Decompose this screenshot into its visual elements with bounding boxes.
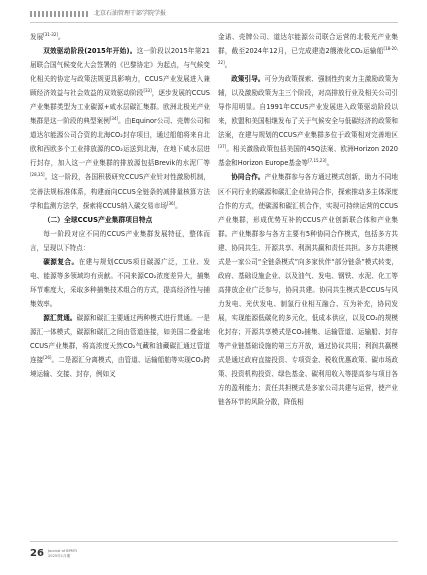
left-column [30,30,210,381]
page-number: 26 [30,548,44,559]
header-divider [30,22,398,23]
header-decoration [30,11,90,17]
footer-divider [30,541,398,542]
paragraph-heading: 碳源复合。 [43,257,79,266]
paragraph: 双效驱动阶段(2015年开始)。这一阶段以2015年第21届联合国气候变化大会签署的《巴黎协定》为起点，与气候变化相关的协定与政策法规更具影响力，CCUS产业发展进入兼顾经济效益与社会效益的双效驱动阶段[33]，逐步发展的CCUS产业集群类型为工业碳源+咸水层碳汇集群。欧洲北极光产业集群是这一阶段的典型案例[34]。由Equinor公司、壳牌公司和道达尔能源公司合资的北海CO₂封存项目，通过船舶将来自北欧和西欧多个工业排放源的CO₂运送到北海，在地下咸水层进行封存，加入这一产业集群的排放源包括Brevik的水泥厂等[28,35]。这一阶段，各国积极研究CCUS产业针对性激励机制，完善法规标准体系，构建面向CCUS全链条的减排量核算方法学和监测方法学，探索将CCUS纳入碳交易市场[36]。 [30,47,210,210]
paragraph: 源汇贯通。碳源和碳汇主要通过两种模式进行贯通。一是源汇一体模式，碳源和碳汇之间由管道连接，如美国二叠盆地CCUS产业集群，将高浓度天然CO₂气藏和油藏碳汇通过管道连接[26]。二是源汇分离模式，由管道、运输船舶等实现CO₂跨境运输、交接、封存，例如叉 [30,313,211,379]
journal-title: 北京石油管理干部学院学报 [94,10,167,17]
paragraph-heading: 双效驱动阶段(2015年开始)。 [43,47,137,56]
journal-info: Journal of BPMTI 2025年1月期 [48,549,78,558]
paragraph: 每一阶段对应不同的CCUS产业集群发展特征，整体而言，呈现以下特点： [30,229,210,252]
paragraph: 发展[31-32]。 [30,31,65,41]
right-column [218,30,398,409]
paragraph: 协同合作。产业集群参与各方通过模式创新，助力不同地区不同行业的碳源和碳汇企业协同合作，探索推动多主体深度合作的方式，使碳源和碳汇机合作，实现可持续运营的CCUS产业集群，形成优势互补的CCUS产业创新联合体和产业集群。产业集群参与各方主要有5种协同合作模式，包括多方共建、协同共生、开源共享、利润共赢和责任共担。多方共建模式是一家公司“全链条模式”向多家伙伴“部分链条”模式转变，政府、基础设施企业、以及油气、发电、钢铁、水泥、化工等高排放企业广泛参与，协同共建。协同共生模式是CCUS与风力发电、光伏发电、制氢行业相互融合、互为补充，协同发展，实现能源低碳化的多元化，低成本供应，以及CO₂的规模化封存；开源共享模式是CO₂捕集、运输管道、运输船、封存等产业链基础设施的第三方开放，通过协议共用；利润共赢模式是通过政府直接投资、专项资金、税收优惠政策、碳市场政策、投资机构投资、绿色基金、碳利用收入等提高参与项目各方的盈利能力；责任共担模式是多家公司共建与运营，使产业链各环节的风险分散，降低相 [218,173,399,407]
paragraph-heading: 源汇贯通。 [43,313,77,322]
section-title: （二）全球CCUS产业集群项目特点 [43,215,153,224]
paragraph: 政策引导。可分为政策探索、强制性约束力主激励政策为辅，以及激励政策为主三个阶段，对高排放行业及相关公司引导作用明显。自1991年CCUS产业发展进入政策驱动阶段以来，欧盟和美国相继发布了关于气候安全与低碳经济的政策和法案，在建与规划的CCUS产业集群多位于政策相对完善地区[37]。相关激励政策包括美国的45Q法案、欧洲Horizon 2020基金和Horizon Europe基金等[7,15,23]。 [218,75,399,168]
paragraph-heading: 政策引导。 [231,75,265,84]
paragraph: 碳源复合。在建与规划CCUS项目碳源广泛，工业、发电、能源等多领域均有贡献。不同来源CO₂浓度差异大，捕集环节难度大，采取多种捕集技术组合的方式，提高经济性与捕集效率。 [30,257,210,308]
running-header [30,8,410,20]
paragraph: 金诺、壳牌公司、道达尔能源公司联合运营的北极光产业集群，截至2024年12月，已完成建造2艘液化CO₂运输船[18-20, 22]。 [218,33,398,70]
paragraph-heading: 协同合作。 [231,173,265,182]
